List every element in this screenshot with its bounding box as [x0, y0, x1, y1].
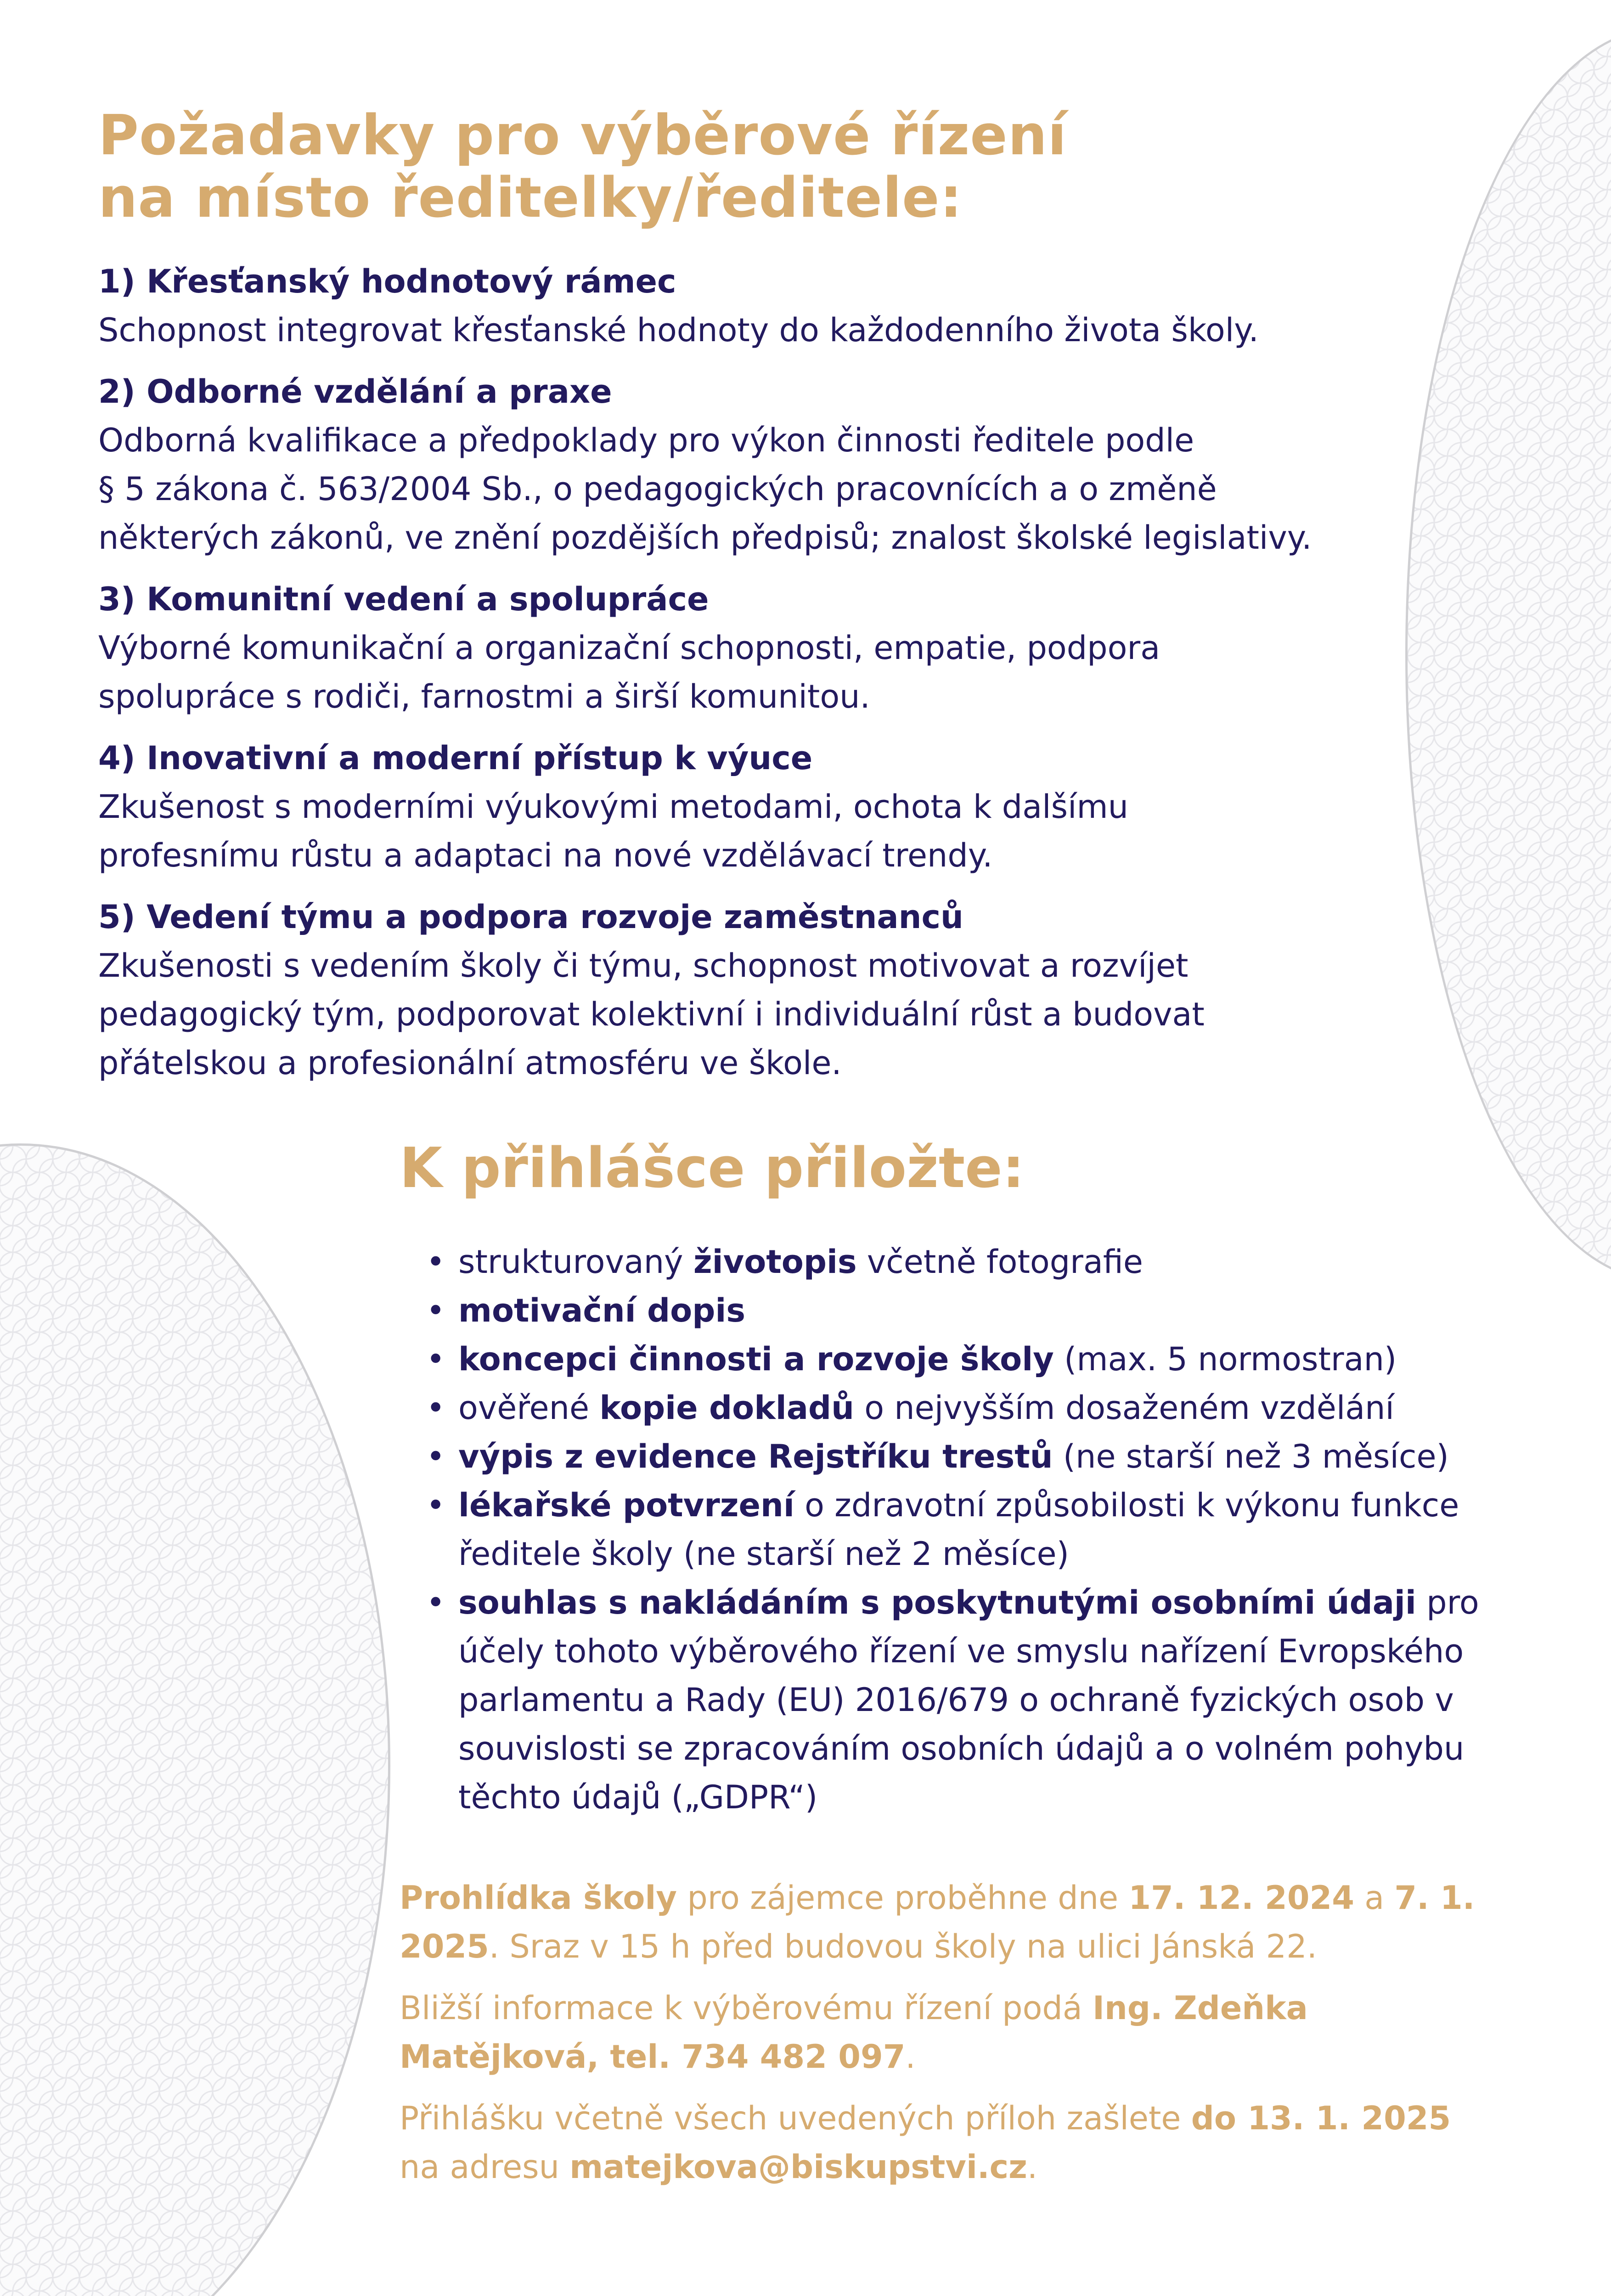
requirement-item: [98, 893, 1430, 1087]
requirement-item: [98, 575, 1430, 721]
visit-date-2: 7. 1.: [1394, 1879, 1475, 1917]
send-text: .: [1027, 2148, 1038, 2186]
attachment-item: [426, 1578, 1560, 1822]
requirement-line: Zkušenosti s vedením školy či týmu, schopnost motivovat a rozvíjet: [98, 947, 1189, 985]
requirement-text: [98, 941, 1430, 1087]
decorative-pattern-right: [1405, 28, 1611, 1281]
attachment-text: (max. 5 normostran): [1053, 1340, 1397, 1378]
requirement-line: profesnímu růstu a adaptaci na nové vzdělávací trendy.: [98, 837, 993, 874]
requirement-item: [98, 367, 1430, 562]
bullet-icon: •: [426, 1292, 445, 1329]
attachment-text: včetně fotografie: [856, 1243, 1143, 1281]
contact-text: .: [905, 2038, 916, 2076]
attachment-item: [426, 1286, 1560, 1335]
attachment-bold: lékařské potvrzení: [458, 1486, 794, 1524]
info-section: [400, 1874, 1548, 2204]
requirement-line: některých zákonů, ve znění pozdějších předpisů; znalost školské legislativy.: [98, 519, 1312, 557]
attachment-item: [426, 1481, 1560, 1578]
attachment-bold: koncepci činnosti a rozvoje školy: [458, 1340, 1054, 1378]
attachment-text: ředitele školy (ne starší než 2 měsíce): [458, 1535, 1069, 1573]
requirement-line: § 5 zákona č. 563/2004 Sb., o pedagogických pracovnících a o změně: [98, 470, 1217, 508]
attachment-text: parlamentu a Rady (EU) 2016/679 o ochraně fyzických osob v: [458, 1681, 1454, 1719]
send-text: na adresu: [400, 2148, 570, 2186]
requirement-line: pedagogický tým, podporovat kolektivní i individuální růst a budovat: [98, 996, 1205, 1033]
attachment-item: [426, 1384, 1560, 1432]
bullet-icon: •: [426, 1243, 445, 1281]
visit-date-2-year: 2025: [400, 1928, 489, 1965]
email-link[interactable]: matejkova@biskupstvi.cz: [569, 2148, 1027, 2186]
requirement-line: Výborné komunikační a organizační schopnosti, empatie, podpora: [98, 629, 1160, 667]
attachment-bold: životopis: [693, 1243, 857, 1281]
attachment-text: těchto údajů („GDPR“): [458, 1778, 818, 1816]
requirement-text: [98, 624, 1430, 721]
attachment-bold: motivační dopis: [458, 1292, 746, 1329]
bullet-icon: •: [426, 1438, 445, 1475]
attachment-text: ověřené: [458, 1389, 600, 1427]
bullet-icon: •: [426, 1486, 445, 1524]
attachment-text: o zdravotní způsobilosti k výkonu funkce: [794, 1486, 1459, 1524]
send-deadline: do 13. 1. 2025: [1191, 2099, 1451, 2137]
requirement-text: [98, 306, 1430, 355]
attachment-text: účely tohoto výběrového řízení ve smyslu nařízení Evropského: [458, 1632, 1464, 1670]
contact-phone: Matějková, tel. 734 482 097: [400, 2038, 906, 2076]
bullet-icon: •: [426, 1389, 445, 1427]
attachment-text: souvislosti se zpracováním osobních údajů a o volném pohybu: [458, 1730, 1465, 1767]
contact-name: Ing. Zdeňka: [1093, 1989, 1308, 2027]
page-title: [98, 105, 1067, 230]
attachment-item: [426, 1238, 1560, 1286]
requirement-line: Schopnost integrovat křesťanské hodnoty do každodenního života školy.: [98, 311, 1259, 349]
title-line-2: na místo ředitelky/ředitele:: [98, 166, 963, 230]
requirement-line: Zkušenost s moderními výukovými metodami, ochota k dalšímu: [98, 788, 1129, 826]
requirement-line: Odborná kvalifikace a předpoklady pro výkon činnosti ředitele podle: [98, 422, 1194, 459]
bullet-icon: •: [426, 1584, 445, 1621]
attachment-bold: výpis z evidence Rejstříku trestů: [458, 1438, 1053, 1475]
requirement-heading: 5) Vedení týmu a podpora rozvoje zaměstnanců: [98, 898, 963, 936]
attachment-item: [426, 1432, 1560, 1481]
requirement-line: přátelskou a profesionální atmosféru ve škole.: [98, 1044, 842, 1082]
requirement-line: spolupráce s rodiči, farnostmi a širší komunitou.: [98, 678, 870, 715]
requirement-item: [98, 257, 1430, 355]
title-line-1: Požadavky pro výběrové řízení: [98, 104, 1067, 168]
requirement-heading: 3) Komunitní vedení a spolupráce: [98, 580, 709, 618]
visit-label: Prohlídka školy: [400, 1879, 677, 1917]
visit-text: pro zájemce proběhne dne: [677, 1879, 1129, 1917]
attachments-title: K přihlášce přiložte:: [400, 1137, 1025, 1200]
visit-date-1: 17. 12. 2024: [1128, 1879, 1354, 1917]
send-paragraph: [400, 2094, 1548, 2191]
attachment-bold: kopie dokladů: [599, 1389, 854, 1427]
attachment-text: strukturovaný: [458, 1243, 693, 1281]
contact-paragraph: [400, 1984, 1548, 2081]
attachment-text: (ne starší než 3 měsíce): [1053, 1438, 1449, 1475]
requirement-text: [98, 416, 1430, 562]
visit-text: a: [1354, 1879, 1395, 1917]
attachments-list: [426, 1238, 1560, 1822]
requirement-text: [98, 782, 1430, 880]
visit-text: . Sraz v 15 h před budovou školy na ulici Jánská 22.: [489, 1928, 1317, 1965]
visit-paragraph: [400, 1874, 1548, 1971]
requirement-item: [98, 734, 1430, 880]
requirement-heading: 2) Odborné vzdělání a praxe: [98, 373, 612, 411]
requirements-list: [98, 257, 1430, 1100]
requirement-heading: 1) Křesťanský hodnotový rámec: [98, 263, 676, 300]
attachment-text: pro: [1416, 1584, 1479, 1621]
attachment-item: [426, 1335, 1560, 1384]
send-text: Přihlášku včetně všech uvedených příloh zašlete: [400, 2099, 1191, 2137]
requirement-heading: 4) Inovativní a moderní přístup k výuce: [98, 739, 813, 777]
contact-text: Bližší informace k výběrovému řízení podá: [400, 1989, 1093, 2027]
attachment-text: o nejvyšším dosaženém vzdělání: [854, 1389, 1394, 1427]
bullet-icon: •: [426, 1340, 445, 1378]
attachment-bold: souhlas s nakládáním s poskytnutými osobními údaji: [458, 1584, 1416, 1621]
decorative-pattern-left: [0, 1143, 390, 2296]
